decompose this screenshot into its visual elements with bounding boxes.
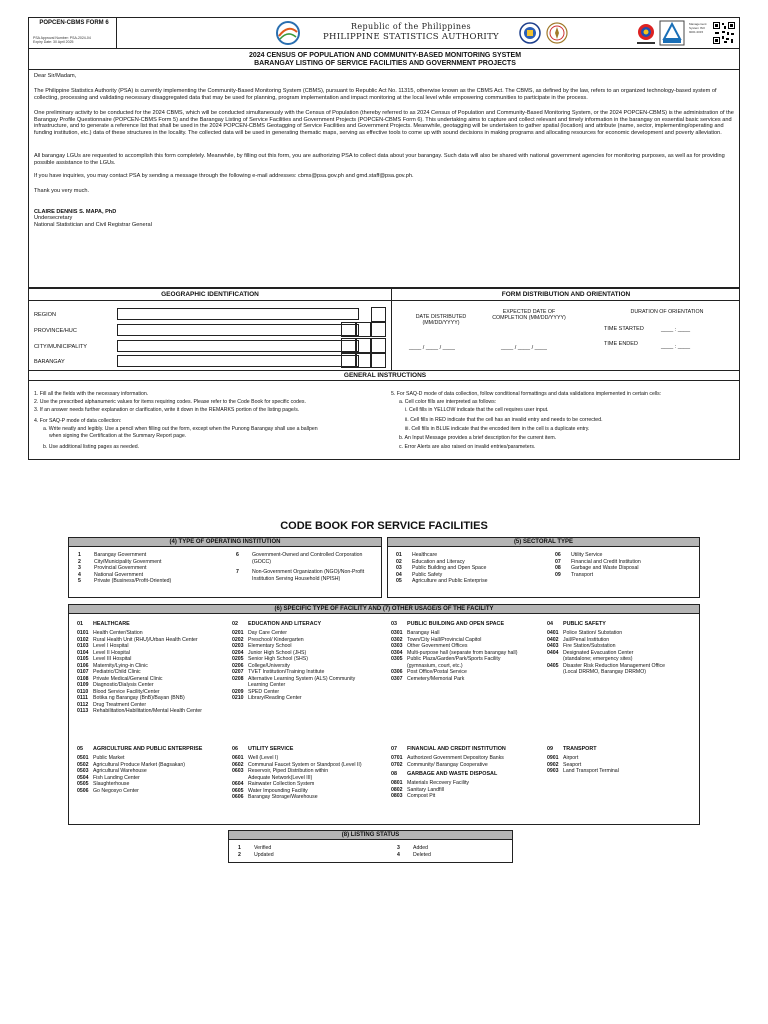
form-subtitle: BARANGAY LISTING OF SERVICE FACILITIES AND GOVERNMENT PROJECTS: [254, 60, 516, 67]
facility-code-item: 0901 Airport: [547, 755, 579, 761]
code-item: 07 Financial and Credit Institution: [555, 558, 641, 565]
facility-code-item: 0206 College/University: [232, 662, 290, 669]
date-distributed-label: DATE DISTRIBUTED (MM/DD/YYYY): [415, 314, 467, 326]
barangay-label: BARANGAY: [34, 359, 65, 365]
sectoral-type-table: [387, 537, 700, 598]
facility-code-item: 0902 Seaport: [547, 761, 582, 768]
facility-code-item: 0803 Compost Pit: [391, 793, 436, 799]
facility-code-item: 0402 Jail/Penal Institution: [547, 636, 610, 643]
letter-paragraph-4: If you have inquiries, you may contact PSA by sending a message through the following e-mail addresses: cbms@psa.gov.ph and gmd.staff@psa.gov.ph.: [34, 173, 414, 179]
geo-header: GEOGRAPHIC IDENTIFICATION: [161, 291, 259, 298]
form-title: 2024 CENSUS OF POPULATION AND COMMUNITY-BASED MONITORING SYSTEM: [248, 52, 522, 59]
time-ended-label: TIME ENDED: [604, 341, 638, 347]
instruction-item: a. Write neatly and legibly. Use a pencil when filling out the form, except when the Punong Barangay shall use a ballpen: [43, 426, 318, 432]
facility-code-item: 0903 Land Transport Terminal: [547, 768, 619, 774]
facility-code-item: 0102 Rural Health Unit (RHU)/Urban Health Center: [77, 636, 198, 643]
facility-code-item: 0204 Junior High School (JHS): [232, 649, 307, 656]
facility-group-header: 08 GARBAGE AND WASTE DISPOSAL: [391, 771, 498, 777]
operating-institution-table: [68, 537, 382, 598]
cover-letter: [28, 49, 740, 288]
letter-paragraph-3: All barangay LGUs are requested to accomplish this form completely. Meanwhile, by filling out this form, you are authorizing PSA to collect data about your barangay. Such data will also be shared with national government agencies for monitoring purposes, as well as for providing possible assistance to the LGUs.: [34, 153, 725, 166]
salutation: Dear Sir/Madam,: [34, 73, 77, 79]
bagong-pilipinas-logo-icon: [635, 23, 657, 45]
facility-code-item: 0201 Day Care Center: [232, 630, 287, 636]
facility-code-item: 0101 Health Center/Station: [77, 630, 143, 636]
facility-code-item: 0106 Maternity/Lying-in Clinic: [77, 662, 148, 669]
expected-date-label: EXPECTED DATE OF COMPLETION (MM/DD/YYYY): [492, 309, 566, 321]
barangay-code-box[interactable]: [356, 353, 371, 368]
code-item: 4 Deleted: [397, 852, 431, 858]
facility-code-item: 0302 Town/City Hall/Provincial Capitol: [391, 636, 482, 643]
psa-seal-icon: [519, 22, 541, 44]
facility-code-item: 0403 Fire Station/Substation: [547, 643, 616, 649]
expiry-date: Expiry Date: 30 April 2025: [33, 40, 74, 44]
instruction-item: i. Cell fills in YELLOW indicate that the cell requires user input.: [405, 407, 549, 413]
code-item: 1 Barangay Government: [78, 552, 147, 558]
code-item: 4 National Government: [78, 571, 144, 578]
approval-number: PSA Approval Number: PSA-2024-04: [33, 36, 91, 40]
code-item: 04 Public Safety: [396, 571, 443, 578]
facility-code-item: 0105 Level III Hospital: [77, 656, 132, 662]
signatory-name: CLAIRE DENNIS S. MAPA, PhD: [34, 209, 117, 215]
divider: [29, 380, 739, 381]
government-seal-icon: [546, 22, 568, 44]
qr-code-icon: [712, 21, 736, 45]
facility-code-item: 0604 Rainwater Collection System: [232, 781, 315, 787]
facility-code-item: 0107 Pediatric/Child Clinic: [77, 669, 141, 675]
instruction-item: a. Cell color fills are interpreted as follows:: [399, 399, 497, 405]
province-code-box[interactable]: [356, 322, 371, 337]
letter-paragraph-1: The Philippine Statistics Authority (PSA) is currently implementing the Community-Based Monitoring System (CBMS), pursuant to Republic Act No. 11315, otherwise known as the CBMS Act. The CBMS, as defined by the law, refers to an organized technology-based system of collecting, processing and validating necessary disaggregated data that may be used for planning, program implementation and impact monitoring at the local level while empowering communities to participate in the process.: [34, 88, 717, 101]
letter-closing: Thank you very much.: [34, 188, 90, 194]
duration-label: DURATION OF ORIENTATION: [630, 309, 704, 315]
general-instructions: [28, 371, 740, 460]
code-item: 03 Public Building and Open Space: [396, 565, 487, 571]
barangay-code-box[interactable]: [371, 353, 386, 368]
facility-code-item: 0303 Other Government Offices: [391, 643, 468, 649]
census-logo-icon: [273, 20, 303, 46]
divider: [391, 289, 392, 370]
facility-code-item: 0802 Sanitary Landfill: [391, 786, 444, 793]
code-item-continuation: (GOCC): [252, 558, 272, 565]
listing-status-table: [228, 830, 513, 863]
facility-group-header: 03 PUBLIC BUILDING AND OPEN SPACE: [391, 621, 505, 627]
instruction-item: b. An Input Message provides a brief description for the current item.: [399, 435, 557, 441]
facility-code-item: 0209 SPED Center: [232, 688, 280, 695]
time-started-label: TIME STARTED: [604, 326, 644, 332]
city-name-field[interactable]: [117, 340, 359, 352]
iso-certification-icon: [659, 20, 685, 46]
form-name: POPCEN-CBMS FORM 6: [39, 20, 109, 26]
letter-paragraph-2: One preliminary activity to be conducted for the 2024 CBMS, which will be conducted simultaneously with the Census of Population (thereby referred to as 2024 Census of Population and Community-Based Monitoring System, or the 2024 POPCEN-CBMS) is the administration of the Barangay Profile Questionnaire (POPCEN-CBMS Form 5) and the Barangay Listing of Service Facilities and Government Projects (POPCEN-CBMS Form 6). This undertaking aims to capture and collect relevant and timely information in the barangay on essential basic services and infrastructure, and to generate a reference list that shall be used in the 2024 POPCEN-CBMS Geotagging of Service Facilities and Government Projects. Meanwhile, geotagging will be undertaken to gather spatial (location) and attribute (name, sector, implementing/operating and funding institution, etc.) data of these structures in the locality. The collected data will be used in generating thematic maps, serving as effective tools to come up with sound decisions in making programs and allocating resources for economic development and poverty alleviation.: [34, 110, 734, 137]
city-label: CITY/MUNICIPALITY: [34, 344, 88, 350]
facility-code-item-continuation: Adequate Network(Level III): [248, 774, 313, 781]
code-item: 3 Added: [397, 845, 429, 851]
city-code-box[interactable]: [356, 338, 371, 353]
province-code-box[interactable]: [341, 322, 356, 337]
facility-code-item: 0203 Elementary School: [232, 643, 292, 649]
agency-line-1: Republic of the Philippines: [350, 22, 472, 31]
time-started-field[interactable]: ____ : ____: [661, 327, 691, 333]
facility-code-item: 0210 Library/Reading Center: [232, 695, 302, 701]
facility-code-item: 0112 Drug Treatment Center: [77, 701, 147, 708]
code-item: 5 Private (Business/Profit-Oriented): [78, 578, 172, 584]
province-label: PROVINCE/HUC: [34, 328, 77, 334]
code-item: 6 Government-Owned and Controlled Corporation: [236, 552, 363, 558]
facility-code-item: 0702 Community/ Barangay Cooperative: [391, 761, 488, 768]
divider: [29, 300, 739, 301]
facility-code-item: 0202 Preschool/ Kindergarten: [232, 636, 304, 643]
facility-code-item: 0306 Post Office/Postal Service: [391, 669, 467, 675]
facility-code-item: 0404 Designated Evacuation Center: [547, 649, 634, 656]
code-item: 05 Agriculture and Public Enterprise: [396, 578, 488, 584]
code-item-continuation: Institution Serving Household (NPISH): [252, 575, 341, 582]
facility-code-item: 0108 Private Medical/General Clinic: [77, 675, 163, 682]
facility-code-item: 0605 Water Impounding Facility: [232, 787, 308, 794]
facility-code-item: 0601 Well (Level I): [232, 755, 279, 761]
facility-code-item: 0506 Go Negosyo Center: [77, 787, 139, 794]
facility-code-item: 0801 Materials Recovery Facility: [391, 780, 469, 786]
code-item: 06 Utility Service: [555, 552, 603, 558]
facility-code-item: 0701 Authorized Government Depository Banks: [391, 755, 504, 761]
signatory-title-1: Undersecretary: [34, 215, 73, 221]
divider: [29, 69, 739, 70]
facility-code-item: 0501 Public Market: [77, 755, 125, 761]
expected-date-field[interactable]: ____ / ____ / ____: [501, 345, 547, 351]
table-header: (6) SPECIFIC TYPE OF FACILITY AND (7) OTHER USAGE/S OF THE FACILITY: [69, 605, 699, 614]
facility-group-header: 06 UTILITY SERVICE: [232, 746, 294, 752]
facility-code-item: 0502 Agricultural Produce Market (Bagsakan): [77, 761, 185, 768]
facility-code-item: 0307 Cemetery/Memorial Park: [391, 675, 465, 682]
instruction-item: iii. Cell fills in BLUE indicate that the encoded item in the cell is a duplicate entry.: [405, 426, 590, 432]
facility-code-item: 0301 Barangay Hall: [391, 630, 440, 636]
facility-code-item: 0603 Reservoir, Piped Distribution within: [232, 768, 329, 774]
region-name-field[interactable]: [117, 308, 359, 320]
facility-code-item: 0207 TVET Institution/Training Institute: [232, 669, 325, 675]
distribution-header: FORM DISTRIBUTION AND ORIENTATION: [501, 291, 631, 298]
facility-code-item-continuation: (Local DRRMO, Barangay DRRMO): [563, 669, 647, 675]
instruction-item: 4. For SAQ-P mode of data collection:: [34, 418, 122, 424]
province-code-box[interactable]: [371, 322, 386, 337]
barangay-name-field[interactable]: [117, 355, 359, 367]
code-item: 2 City/Municipality Government: [78, 558, 162, 565]
instruction-item: 2. Use the prescribed alphanumeric values for items requiring codes. Please refer to the Code Book for specific codes.: [34, 399, 306, 405]
barangay-code-box[interactable]: [341, 353, 356, 368]
facility-code-item: 0405 Disaster Risk Reduction Management Office: [547, 662, 665, 669]
facility-code-item: 0602 Communal Faucet System or Standpost (Level II): [232, 761, 362, 768]
facility-code-item: 0505 Slaughterhouse: [77, 781, 130, 787]
instructions-header: GENERAL INSTRUCTIONS: [343, 372, 427, 379]
facility-group-header: 01 HEALTHCARE: [77, 621, 130, 627]
facility-code-item: 0606 Barangay Storage/Warehouse: [232, 794, 318, 800]
facility-code-item: 0103 Level I Hospital: [77, 643, 129, 649]
facility-group-header: 05 AGRICULTURE AND PUBLIC ENTERPRISE: [77, 746, 203, 752]
instruction-item: c. Error Alerts are also raised on invalid entries/parameters.: [399, 444, 536, 450]
facility-code-item: 0205 Senior High School (SHS): [232, 656, 308, 662]
facility-code-item: 0113 Rehabilitation/Habilitation/Mental Health Center: [77, 708, 202, 714]
instruction-item: b. Use additional listing pages as needed.: [43, 444, 140, 450]
facility-group-header: 02 EDUCATION AND LITERACY: [232, 621, 322, 627]
code-item: 02 Education and Literacy: [396, 558, 465, 565]
city-code-box[interactable]: [341, 338, 356, 353]
code-item: 2 Updated: [238, 852, 274, 858]
facility-code-item: 0208 Alternative Learning System (ALS) Community: [232, 675, 356, 682]
form-id-box: [29, 18, 117, 48]
form-header: [28, 17, 740, 49]
province-name-field[interactable]: [117, 324, 359, 336]
facility-code-item: 0503 Agricultural Warehouse: [77, 768, 147, 774]
facility-code-item: 0305 Public Plaza/Garden/Park/Sports Facility: [391, 656, 501, 662]
facility-code-item: 0109 Diagnostic/Dialysis Center: [77, 682, 154, 688]
instruction-item: 1. Fill all the fields with the necessary information.: [34, 391, 149, 397]
facility-group-header: 04 PUBLIC SAFETY: [547, 621, 606, 627]
instruction-item: 3. If an answer needs further explanation or clarification, write it down in the REMARKS portion of the listing page/s.: [34, 407, 300, 413]
facility-code-item: 0401 Police Station/ Substation: [547, 630, 623, 636]
facility-code-item: 0111 Botika ng Barangay (BnB)/Bayan (BNB): [77, 695, 185, 701]
instruction-item: 5. For SAQ-D mode of data collection, follow conditional formattings and data validations implemented in certain cells:: [391, 391, 662, 397]
agency-name: PHILIPPINE STATISTICS AUTHORITY: [323, 32, 499, 42]
time-ended-field[interactable]: ____ : ____: [661, 344, 691, 350]
table-header: (5) SECTORAL TYPE: [388, 538, 699, 547]
specific-facility-table: [68, 604, 700, 825]
facility-group-header: 09 TRANSPORT: [547, 746, 597, 752]
code-item: 08 Garbage and Waste Disposal: [555, 565, 639, 571]
facility-code-item: 0504 Fish Landing Center: [77, 774, 140, 781]
code-item: 1 Verified: [238, 845, 272, 851]
facility-code-item: 0304 Multi-purpose hall (separate from barangay hall): [391, 649, 518, 656]
identification-section: [28, 288, 740, 371]
city-code-box[interactable]: [371, 338, 386, 353]
table-header: (8) LISTING STATUS: [229, 831, 512, 840]
codebook-title: CODE BOOK FOR SERVICE FACILITIES: [280, 520, 488, 532]
instruction-item: when signing the Certification at the Summary Report page.: [49, 433, 187, 439]
facility-code-item-continuation: (gymnasium, court, etc.): [407, 662, 463, 669]
code-item: 3 Provincial Government: [78, 565, 147, 571]
signatory-title-2: National Statistician and Civil Registrar General: [34, 222, 152, 228]
instruction-item: ii. Cell fills in RED indicate that the cell has an invalid entry and needs to be corrected.: [405, 417, 603, 423]
facility-group-header: 07 FINANCIAL AND CREDIT INSTITUTION: [391, 746, 506, 752]
code-item: 7 Non-Government Organization (NGO)/Non-Profit: [236, 569, 365, 575]
date-distributed-field[interactable]: ____ / ____ / ____: [409, 345, 455, 351]
code-item: 01 Healthcare: [396, 552, 438, 558]
facility-code-item: 0104 Level II Hospital: [77, 649, 130, 656]
region-label: REGION: [34, 312, 57, 318]
facility-code-item: 0110 Blood Service Facility/Center: [77, 688, 160, 695]
facility-code-item-continuation: (standalone; emergency sites): [563, 656, 633, 662]
table-header: (4) TYPE OF OPERATING INSTITUTION: [69, 538, 381, 547]
iso-text: Management System ISO 9001:2015: [689, 22, 707, 34]
code-item: 09 Transport: [555, 571, 594, 578]
facility-code-item-continuation: Learning Center: [248, 682, 286, 688]
region-code-box[interactable]: [371, 307, 386, 322]
